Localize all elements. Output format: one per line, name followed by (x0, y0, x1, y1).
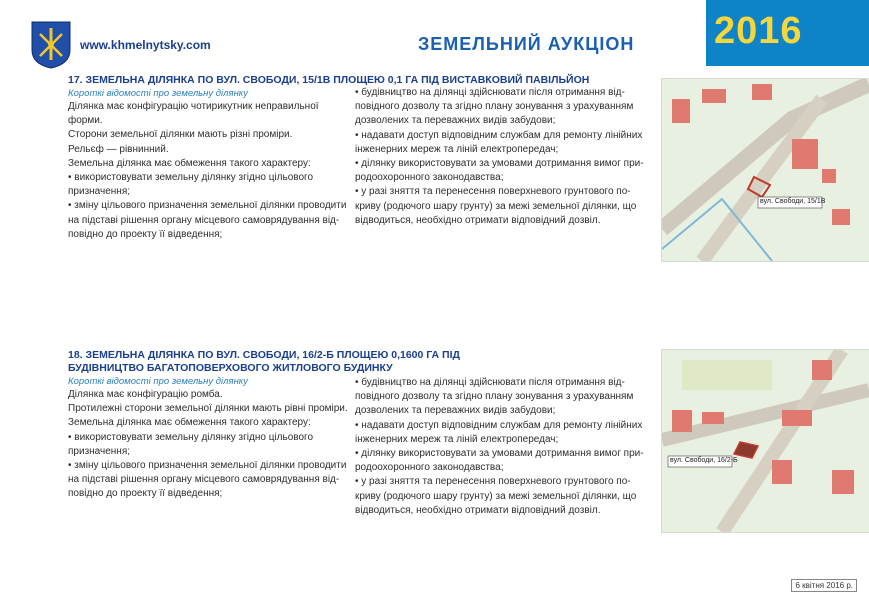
text-line: призначення; (68, 186, 131, 198)
map-drawing (662, 79, 869, 261)
text-line: • ділянку використовувати за умовами дотримання вимог при- (355, 158, 644, 170)
text-line: повідного дозволу та згідно плану зонування з урахуванням (355, 391, 634, 403)
text-line: родоохоронного законодавства; (355, 172, 504, 184)
text-line: • використовувати земельну ділянку згідно цільового (68, 431, 314, 443)
section-title-18: 18. ЗЕМЕЛЬНА ДІЛЯНКА ПО ВУЛ. СВОБОДИ, 16/2-Б ПЛОЩЕЮ 0,1600 ГА ПІД (68, 349, 460, 361)
section-17-right-text (355, 86, 655, 228)
section-title-18-line2: БУДІВНИЦТВО БАГАТОПОВЕРХОВОГО ЖИТЛОВОГО БУДИНКУ (68, 362, 393, 374)
page-title: ЗЕМЕЛЬНИЙ АУКЦІОН (418, 34, 635, 54)
text-line: Ділянка має конфігурацію чотирикутник неправильної форми. (68, 101, 319, 127)
text-line: Сторони земельної ділянки мають різні проміри. (68, 129, 293, 141)
section-18-right-text (355, 376, 655, 518)
year-label: 2016 (714, 10, 803, 52)
section-18-left-text (68, 388, 353, 502)
text-line: • будівництво на ділянці здійснювати після отримання від- (355, 87, 625, 98)
text-line: криву (родючого шару грунту) за межі земельної ділянки, що (355, 200, 637, 212)
text-line: • зміну цільового призначення земельної ділянки проводити (68, 200, 347, 212)
text-line: Земельна ділянка має обмеження такого характеру: (68, 417, 311, 429)
text-line: • будівництво на ділянці здійснювати після отримання від- (355, 377, 625, 388)
text-line: • зміну цільового призначення земельної ділянки проводити (68, 460, 347, 472)
text-line: дозволених та переважних видів забудови; (355, 405, 556, 417)
text-line: Рельєф — рівнинний. (68, 143, 169, 155)
text-line: повідно до проекту її відведення; (68, 228, 223, 240)
section-18-map (661, 349, 869, 533)
text-line: • у разі зняття та перенесення поверхневого грунтового по- (355, 186, 631, 198)
text-line: відводиться, необхідно отримати відповідний дозвіл. (355, 504, 601, 516)
map-label: вул. Свободи, 15/1В (760, 198, 826, 205)
section-subtitle-17: Короткі відомості про земельну ділянку (68, 88, 249, 99)
text-line: Земельна ділянка має обмеження такого характеру: (68, 157, 311, 169)
text-line: повідного дозволу та згідно плану зонування з урахуванням (355, 101, 634, 113)
section-17-map (661, 78, 869, 262)
text-line: Ділянка має конфігурацію ромба. (68, 389, 223, 400)
city-coat-of-arms-icon (30, 20, 72, 70)
section-subtitle-18: Короткі відомості про земельну ділянку (68, 376, 249, 387)
text-line: • надавати доступ відповідним службам для ремонту лінійних (355, 129, 643, 141)
text-line: на підставі рішення органу місцевого самоврядування від- (68, 474, 340, 486)
site-url[interactable]: www.khmelnytsky.com (80, 38, 211, 52)
map-drawing (662, 350, 869, 532)
text-line: • ділянку використовувати за умовами дотримання вимог при- (355, 448, 644, 460)
section-title-17: 17. ЗЕМЕЛЬНА ДІЛЯНКА ПО ВУЛ. СВОБОДИ, 15/1В ПЛОЩЕЮ 0,1 ГА ПІД ВИСТАВКОВИЙ ПАВІЛЬЙОН (68, 74, 590, 86)
text-line: • у разі зняття та перенесення поверхневого грунтового по- (355, 476, 631, 488)
footer-date: 6 квітня 2016 р. (791, 579, 857, 592)
text-line: призначення; (68, 445, 131, 457)
year-banner (706, 0, 869, 66)
map-label: вул. Свободи, 16/2-Б (670, 457, 738, 464)
text-line: інженерних мереж та ліній електропередач; (355, 433, 559, 445)
text-line: повідно до проекту її відведення; (68, 488, 223, 500)
text-line: • надавати доступ відповідним службам для ремонту лінійних (355, 419, 643, 431)
text-line: інженерних мереж та ліній електропередач; (355, 143, 559, 155)
text-line: • використовувати земельну ділянку згідно цільового (68, 172, 314, 184)
text-line: криву (родючого шару грунту) за межі земельної ділянки, що (355, 490, 637, 502)
text-line: відводиться, необхідно отримати відповідний дозвіл. (355, 214, 601, 226)
section-17-left-text (68, 100, 353, 242)
text-line: родоохоронного законодавства; (355, 462, 504, 474)
text-line: дозволених та переважних видів забудови; (355, 115, 556, 127)
text-line: Протилежні сторони земельної ділянки мають рівні проміри. (68, 403, 348, 415)
text-line: на підставі рішення органу місцевого самоврядування від- (68, 214, 340, 226)
